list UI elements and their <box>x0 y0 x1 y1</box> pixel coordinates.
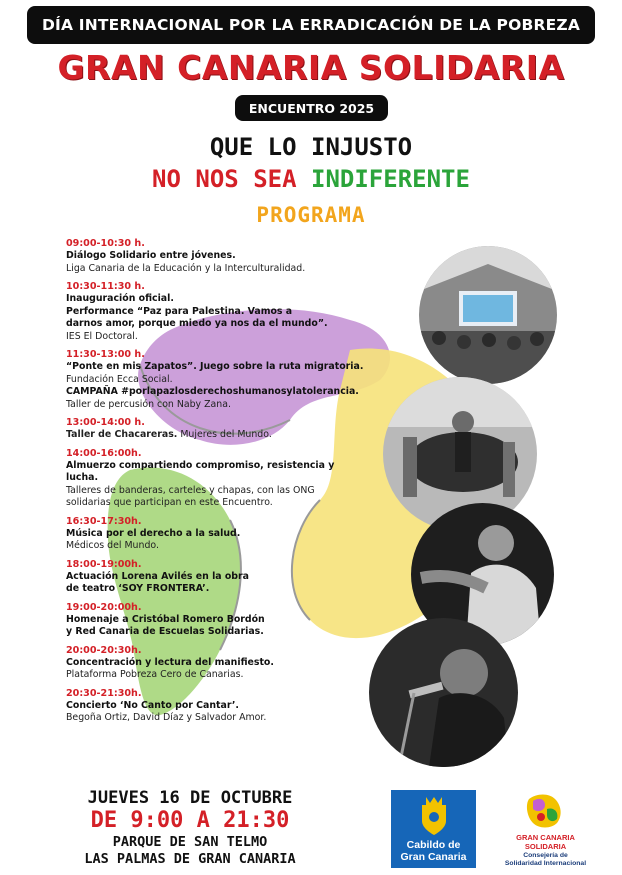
slot-time: 14:00-16:00h. <box>66 447 142 459</box>
slot-activity: CAMPAÑA #porlapazlosderechoshumanosylatolerancia. <box>66 386 359 397</box>
slot-organizer: Plataforma Pobreza Cero de Canarias. <box>66 669 244 680</box>
slot-activity: Diálogo Solidario entre jóvenes. <box>66 250 236 261</box>
slot-organizer: Mujeres del Mundo. <box>177 429 272 440</box>
slot-time: 19:00-20:00h. <box>66 601 142 613</box>
section-title: PROGRAMA <box>256 203 366 227</box>
schedule-slot <box>66 349 386 411</box>
slot-organizer: IES El Doctoral. <box>66 330 138 342</box>
slot-activity: darnos amor, porque miedo ya nos da el mundo”. <box>66 318 328 329</box>
slot-organizer: Médicos del Mundo. <box>66 540 159 551</box>
slot-time: 20:30-21:30h. <box>66 687 142 699</box>
slot-time: 10:30-11:30 h. <box>66 281 145 292</box>
slot-activity: de teatro ‘SOY FRONTERA’. <box>66 583 210 594</box>
slot-activity: Música por el derecho a la salud. <box>66 527 241 539</box>
slot-time: 11:30-13:00 h. <box>66 349 145 360</box>
slot-activity: Actuación Lorena Avilés en la obra <box>66 570 249 582</box>
photo-tent-audience <box>419 246 557 384</box>
schedule-slot <box>66 559 386 596</box>
gcs-name-line1: GRAN CANARIA <box>516 833 575 842</box>
slot-time: 09:00-10:30 h. <box>66 238 145 249</box>
slogan-green-part: INDIFERENTE <box>311 165 470 193</box>
schedule-slot <box>66 448 386 510</box>
gcs-sub-line1: Consejería de <box>523 852 568 859</box>
slot-organizer: Fundación Ecca Social. <box>66 373 173 385</box>
slot-organizer: Taller de percusión con Naby Zana. <box>66 398 231 410</box>
schedule-slot <box>66 645 386 682</box>
schedule-slot <box>66 281 386 343</box>
photo-singer <box>369 618 518 767</box>
slot-activity: Performance “Paz para Palestina. Vamos a <box>66 305 293 317</box>
edition-badge: ENCUENTRO 2025 <box>235 95 388 121</box>
slot-organizer: Liga Canaria de la Educación y la Interculturalidad. <box>66 262 306 274</box>
slot-time: 18:00-19:00h. <box>66 558 142 570</box>
schedule-slot <box>66 602 386 639</box>
schedule-slot <box>66 516 386 553</box>
slot-time: 13:00-14:00 h. <box>66 417 145 428</box>
gran-canaria-solidaria-logo <box>478 788 613 870</box>
slogan-line-2 <box>0 165 622 193</box>
slot-activity: “Ponte en mis Zapatos”. Juego sobre la ruta migratoria. <box>66 361 364 372</box>
cabildo-logo <box>391 790 476 868</box>
slot-activity: Almuerzo compartiendo compromiso, resistencia y <box>66 459 335 471</box>
slot-organizer: solidarias que participan en este Encuentro. <box>66 497 273 508</box>
slot-activity: y Red Canaria de Escuelas Solidarias. <box>66 626 264 637</box>
crest-icon <box>418 795 450 837</box>
top-banner: DÍA INTERNACIONAL POR LA ERRADICACIÓN DE LA POBREZA <box>27 6 595 44</box>
gcs-sub-line2: Solidaridad Internacional <box>504 860 587 867</box>
slogan-line-1: QUE LO INJUSTO <box>209 133 413 161</box>
schedule-slot <box>66 417 386 442</box>
slot-activity: Inauguración oficial. <box>66 293 174 304</box>
event-venue: PARQUE DE SAN TELMO <box>112 834 268 850</box>
slot-time: 16:30-17:30h. <box>66 515 142 527</box>
main-title: GRAN CANARIA SOLIDARIA <box>57 48 565 87</box>
schedule-slot <box>66 688 386 725</box>
slot-activity: lucha. <box>66 472 99 483</box>
slot-activity: Concentración y lectura del manifiesto. <box>66 656 274 668</box>
slot-line <box>66 429 386 442</box>
colorful-map-icon <box>523 791 567 831</box>
program-schedule <box>66 238 386 731</box>
slogan-red-part: NO NOS SEA <box>152 165 297 193</box>
slot-activity: Concierto ‘No Canto por Cantar’. <box>66 699 239 711</box>
slot-activity: Taller de Chacareras. <box>66 429 178 440</box>
cabildo-name-line2: Gran Canaria <box>400 851 467 863</box>
slot-organizer: Begoña Ortiz, David Díaz y Salvador Amor. <box>66 712 267 723</box>
schedule-slot <box>66 238 386 275</box>
event-hours: DE 9:00 A 21:30 <box>90 808 290 833</box>
cabildo-name-line1: Cabildo de <box>406 839 461 851</box>
event-city: LAS PALMAS DE GRAN CANARIA <box>84 851 296 867</box>
gcs-name-line2: SOLIDARIA <box>524 842 567 851</box>
slot-time: 20:00-20:30h. <box>66 644 142 656</box>
slot-activity: Homenaje a Cristóbal Romero Bordón <box>66 613 265 625</box>
event-date: JUEVES 16 DE OCTUBRE <box>87 788 293 808</box>
slot-organizer: Talleres de banderas, carteles y chapas, con las ONG <box>66 484 315 496</box>
